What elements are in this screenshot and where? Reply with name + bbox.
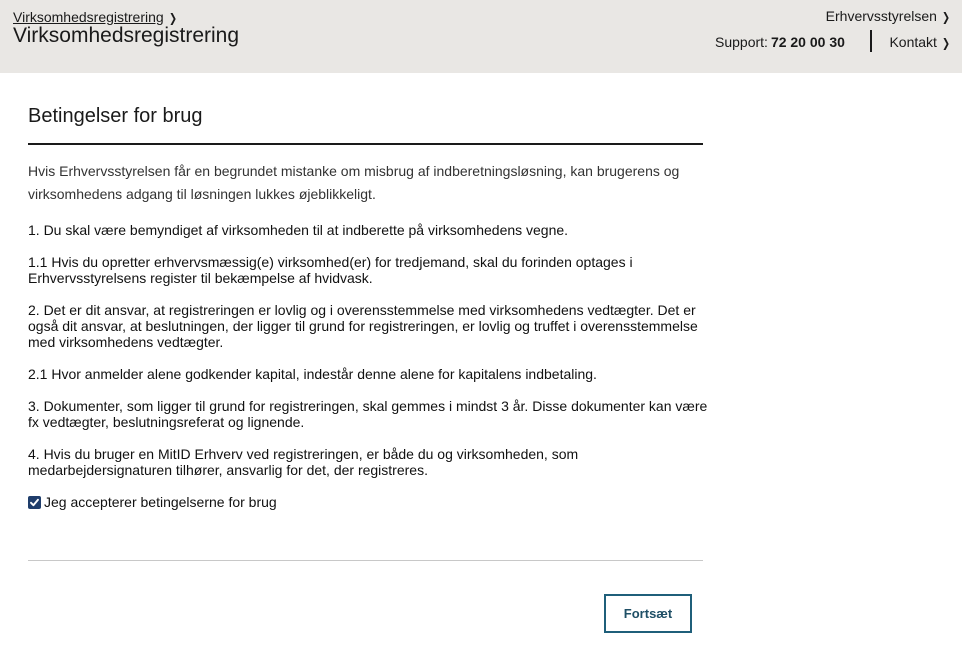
- term-1: 1. Du skal være bemyndiget af virksomheden til at indberette på virksomhedens vegne.: [28, 222, 569, 238]
- erhvervsstyrelsen-label: Erhvervsstyrelsen: [825, 8, 937, 24]
- support-label: Support:: [715, 34, 768, 50]
- chevron-right-icon: ❯: [168, 11, 177, 25]
- term-4: 4. Hvis du bruger en MitID Erhverv ved registreringen, er både du og virksomheden, som medarbejdersignaturen tilhører, ansvarlig for det, der registreres.: [28, 446, 579, 478]
- chevron-right-icon: ❯: [941, 36, 950, 50]
- erhvervsstyrelsen-link[interactable]: [826, 8, 951, 24]
- support-info: [715, 34, 845, 50]
- top-header: [0, 0, 962, 73]
- term-2: 2. Det er dit ansvar, at registreringen er lovlig og i overensstemmelse med virksomhedens vedtægter. Det er også dit ansvar, at beslutningen, der ligger til grund for registreringen, er lovlig og truffet i overensstemmelse med virksomhedens vedtægter.: [28, 302, 698, 350]
- checkmark-icon: [29, 497, 40, 508]
- support-phone: 72 20 00 30: [770, 34, 845, 50]
- breadcrumb-link[interactable]: Virksomhedsregistrering: [13, 9, 164, 25]
- contact-link[interactable]: [889, 34, 951, 50]
- term-1-1: 1.1 Hvis du opretter erhvervsmæssig(e) virksomhed(er) for tredjemand, skal du forinden optages i Erhvervsstyrelsens register til bekæmpelse af hvidvask.: [28, 254, 633, 286]
- chevron-right-icon: ❯: [941, 10, 950, 24]
- breadcrumb[interactable]: [13, 9, 178, 25]
- contact-label: Kontakt: [889, 34, 937, 50]
- section-title: Betingelser for brug: [28, 105, 203, 127]
- accept-label: Jeg accepterer betingelserne for brug: [44, 494, 277, 510]
- title-divider: [28, 143, 703, 145]
- term-3: 3. Dokumenter, som ligger til grund for registreringen, skal gemmes i mindst 3 år. Disse dokumenter kan være fx vedtægter, beslutningsreferat og lignende.: [28, 398, 708, 430]
- accept-checkbox[interactable]: [28, 496, 41, 509]
- intro-text: Hvis Erhvervsstyrelsen får en begrundet mistanke om misbrug af indberetningsløsning, kan brugerens og virksomhedens adgang til løsningen lukkes øjeblikkeligt.: [28, 163, 680, 202]
- header-divider: [870, 30, 872, 52]
- continue-button[interactable]: Fortsæt: [604, 594, 692, 633]
- footer-divider: [28, 560, 703, 561]
- accept-terms[interactable]: [28, 494, 277, 510]
- page-title: Virksomhedsregistrering: [13, 24, 240, 47]
- term-2-1: 2.1 Hvor anmelder alene godkender kapital, indestår denne alene for kapitalens indbetaling.: [28, 366, 597, 382]
